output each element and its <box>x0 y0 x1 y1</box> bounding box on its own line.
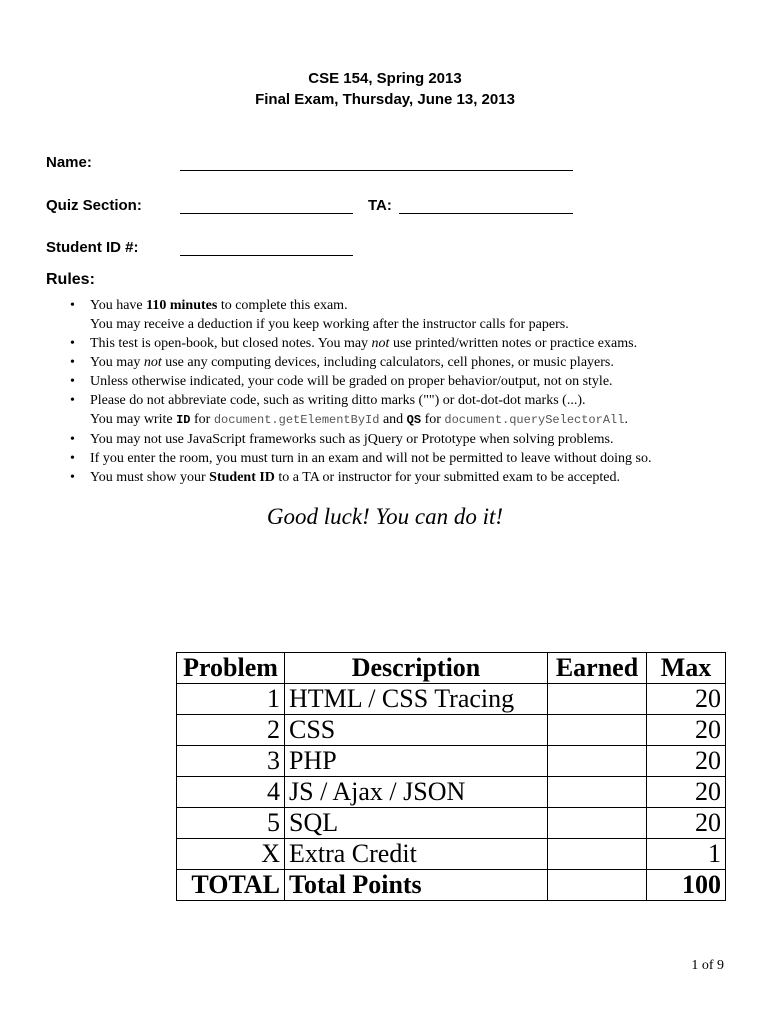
max-points: 1 <box>647 839 726 870</box>
rule-text: If you enter the room, you must turn in an exam and will not be permitted to leave without doing so. <box>90 451 652 466</box>
quiz-section-label: Quiz Section: <box>46 197 142 214</box>
header-earned: Earned <box>548 653 647 684</box>
rule-item <box>70 430 740 449</box>
rule-emphasis: not <box>371 336 390 351</box>
total-earned-cell[interactable] <box>548 870 647 901</box>
student-id-label: Student ID #: <box>46 239 139 256</box>
rule-text: This test is open-book, but closed notes. You may <box>90 336 372 351</box>
page-number: 1 of 9 <box>691 958 724 973</box>
max-points: 20 <box>647 715 726 746</box>
earned-cell[interactable] <box>548 777 647 808</box>
rule-text: You have <box>90 298 147 313</box>
score-table-header <box>177 653 726 684</box>
table-row <box>177 777 726 808</box>
problem-description: HTML / CSS Tracing <box>285 684 548 715</box>
total-description: Total Points <box>285 870 548 901</box>
rule-text: You may not use JavaScript frameworks such as jQuery or Prototype when solving problems. <box>90 432 614 447</box>
earned-cell[interactable] <box>548 746 647 777</box>
header-description: Description <box>285 653 548 684</box>
problem-number: 4 <box>177 777 285 808</box>
rule-text: . <box>624 412 628 427</box>
rule-text: for <box>190 412 214 427</box>
table-row <box>177 839 726 870</box>
name-field-line[interactable] <box>180 170 573 171</box>
score-table <box>176 652 726 901</box>
student-id-field-line[interactable] <box>180 255 353 256</box>
rule-item <box>70 334 740 353</box>
code-qs: QS <box>406 413 422 427</box>
rule-text: to complete this exam. <box>217 298 348 313</box>
header-problem: Problem <box>177 653 285 684</box>
table-row <box>177 684 726 715</box>
earned-cell[interactable] <box>548 684 647 715</box>
name-label: Name: <box>46 154 92 171</box>
problem-description: Extra Credit <box>285 839 548 870</box>
rule-emphasis: Student ID <box>209 470 275 485</box>
problem-number: 3 <box>177 746 285 777</box>
table-row <box>177 746 726 777</box>
total-max-points: 100 <box>647 870 726 901</box>
rule-item <box>70 296 740 334</box>
code-queryselectorall: document.querySelectorAll <box>444 413 625 427</box>
ta-label: TA: <box>368 197 392 214</box>
header-max: Max <box>647 653 726 684</box>
exam-course-title: CSE 154, Spring 2013 <box>308 70 462 87</box>
exam-date-title: Final Exam, Thursday, June 13, 2013 <box>255 91 515 108</box>
rule-text: and <box>379 412 407 427</box>
rules-list <box>70 296 740 487</box>
problem-description: PHP <box>285 746 548 777</box>
earned-cell[interactable] <box>548 808 647 839</box>
rule-text: Please do not abbreviate code, such as writing ditto marks ("") or dot-dot-dot marks (...). <box>90 393 586 408</box>
rule-emphasis: 110 minutes <box>146 298 218 313</box>
total-label: TOTAL <box>177 870 285 901</box>
problem-description: CSS <box>285 715 548 746</box>
rule-text: You may <box>90 355 144 370</box>
rule-text: You may receive a deduction if you keep working after the instructor calls for papers. <box>90 317 569 332</box>
rule-text: to a TA or instructor for your submitted exam to be accepted. <box>274 470 620 485</box>
rule-item <box>70 449 740 468</box>
problem-number: 5 <box>177 808 285 839</box>
table-row <box>177 808 726 839</box>
problem-description: SQL <box>285 808 548 839</box>
code-getelementbyid: document.getElementById <box>213 413 380 427</box>
rule-text: for <box>421 412 445 427</box>
max-points: 20 <box>647 808 726 839</box>
max-points: 20 <box>647 746 726 777</box>
problem-number: X <box>177 839 285 870</box>
quiz-section-field-line[interactable] <box>180 213 353 214</box>
rules-title: Rules: <box>46 271 95 288</box>
total-row <box>177 870 726 901</box>
rule-item <box>70 391 740 430</box>
rule-text: Unless otherwise indicated, your code will be graded on proper behavior/output, not on style. <box>90 374 613 389</box>
rule-emphasis: not <box>143 355 162 370</box>
problem-description: JS / Ajax / JSON <box>285 777 548 808</box>
rule-text: You must show your <box>90 470 210 485</box>
rule-text: use printed/written notes or practice exams. <box>389 336 638 351</box>
rule-text: You may write <box>90 412 177 427</box>
good-luck-message: Good luck! You can do it! <box>266 504 504 529</box>
max-points: 20 <box>647 684 726 715</box>
problem-number: 1 <box>177 684 285 715</box>
problem-number: 2 <box>177 715 285 746</box>
rule-item <box>70 372 740 391</box>
code-id: ID <box>176 413 191 427</box>
rule-item <box>70 468 740 487</box>
rule-text: use any computing devices, including calculators, cell phones, or music players. <box>161 355 614 370</box>
earned-cell[interactable] <box>548 715 647 746</box>
max-points: 20 <box>647 777 726 808</box>
earned-cell[interactable] <box>548 839 647 870</box>
ta-field-line[interactable] <box>399 213 573 214</box>
table-row <box>177 715 726 746</box>
rule-item <box>70 353 740 372</box>
